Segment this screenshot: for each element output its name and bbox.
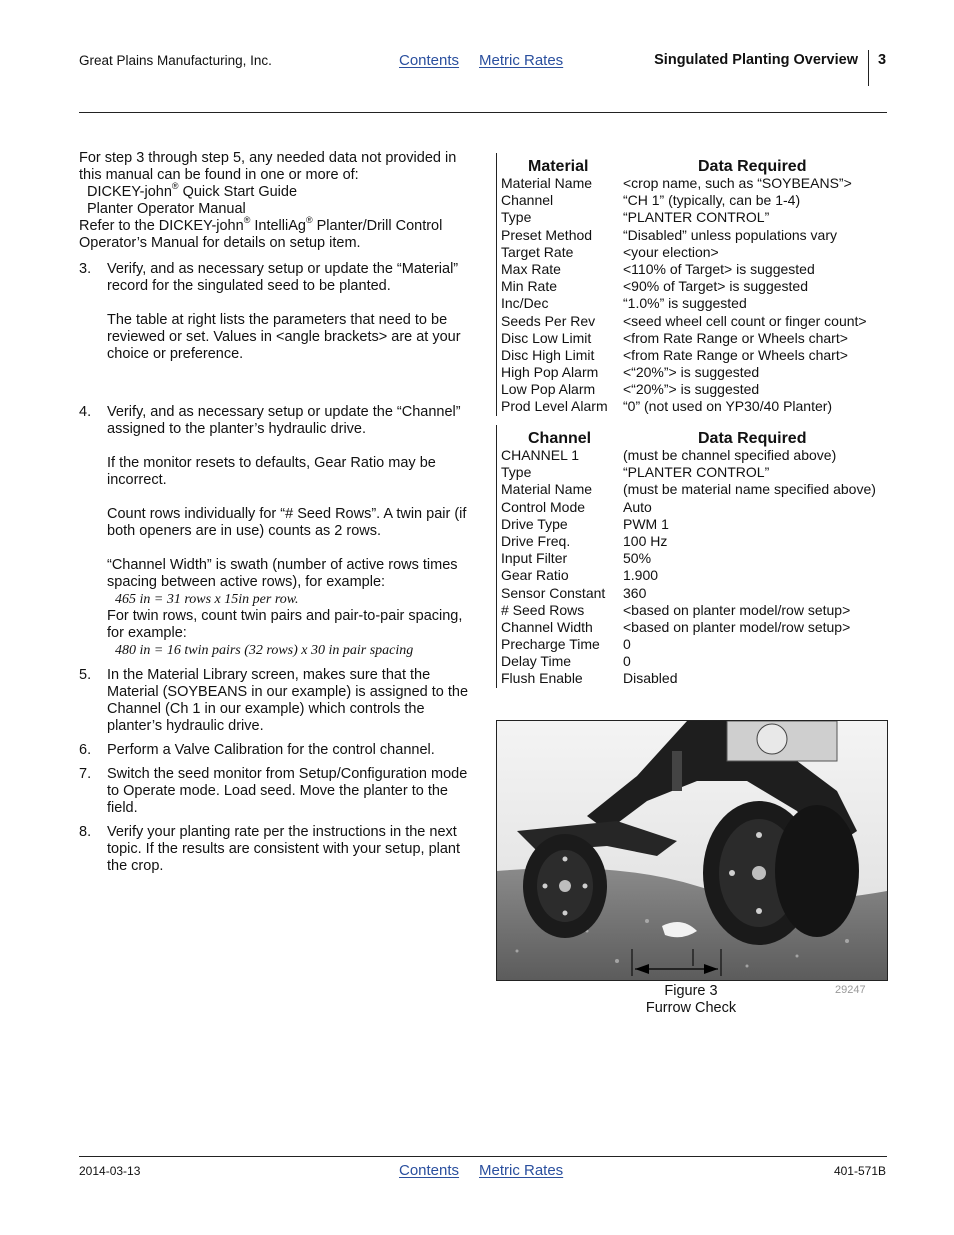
material-table	[496, 153, 889, 416]
parameter-value: (must be channel specified above)	[623, 447, 837, 463]
table-row	[497, 516, 889, 533]
table-row	[497, 278, 889, 295]
parameter-value: “Disabled” unless populations vary	[623, 226, 837, 243]
step-number: 4.	[79, 404, 92, 420]
parameter-value: “1.0%” is suggested	[623, 295, 747, 312]
parameter-name: Material Name	[501, 481, 593, 498]
table-row	[497, 670, 889, 687]
parameter-name: Disc High Limit	[501, 346, 595, 363]
step-5	[79, 667, 474, 735]
refer-text	[79, 215, 474, 252]
column-header: Channel	[528, 430, 592, 447]
header-contents-link[interactable]: Contents	[399, 52, 460, 69]
parameter-name: Input Filter	[501, 550, 568, 567]
figure-id: 29247	[835, 984, 866, 996]
parameter-name: High Pop Alarm	[501, 364, 599, 381]
figure-title: Furrow Check	[645, 1000, 737, 1016]
parameter-name: # Seed Rows	[501, 601, 585, 618]
step-number: 7.	[79, 766, 92, 782]
parameter-value: “PLANTER CONTROL”	[623, 209, 770, 226]
step-number: 6.	[79, 742, 92, 758]
parameter-value: Disabled	[623, 670, 678, 687]
table-header	[497, 153, 889, 175]
step-text: Verify, and as necessary setup or update the “Material” record for the singulated seed to be planted.	[107, 261, 459, 294]
step-text: Switch the seed monitor from Setup/Configuration mode to Operate mode. Load seed. Move the planter to the field.	[107, 766, 468, 816]
refer-mid: IntelliAg	[250, 218, 306, 234]
table-row	[497, 550, 889, 567]
table-row	[497, 313, 889, 330]
header-rule	[79, 112, 887, 113]
table-row	[497, 227, 889, 244]
parameter-value: <your election>	[623, 243, 719, 260]
parameter-value: <from Rate Range or Wheels chart>	[623, 329, 848, 346]
parameter-name: Control Mode	[501, 498, 586, 515]
footer-date: 2014-03-13	[79, 1164, 141, 1178]
footer-rule	[79, 1156, 887, 1157]
table-row	[497, 398, 889, 415]
parameter-name: Prod Level Alarm	[501, 398, 608, 415]
step-7	[79, 766, 474, 817]
step-number: 5.	[79, 667, 92, 683]
figure-caption	[596, 983, 786, 1017]
quick-start-guide-ref	[79, 181, 474, 201]
operator-manual-ref: Planter Operator Manual	[87, 201, 246, 217]
footer-contents-link[interactable]: Contents	[399, 1162, 460, 1179]
company-name: Great Plains Manufacturing, Inc.	[79, 53, 272, 68]
step-text: Verify, and as necessary setup or update the “Channel” assigned to the planter’s hydraulic drive.	[107, 404, 461, 437]
guide-title: Quick Start Guide	[178, 184, 298, 200]
step-note: The table at right lists the parameters that need to be reviewed or set. Values in <angle brackets> are at your choice or preference.	[107, 312, 461, 362]
table-header	[497, 425, 889, 447]
parameter-name: Channel Width	[501, 618, 593, 635]
parameter-value: <seed wheel cell count or finger count>	[623, 312, 867, 329]
parameter-value: 0	[623, 653, 631, 670]
parameter-value: <from Rate Range or Wheels chart>	[623, 346, 848, 363]
column-header: Data Required	[698, 430, 807, 447]
parameter-name: Precharge Time	[501, 636, 600, 653]
parameter-value: <based on planter model/row setup>	[623, 618, 851, 635]
step-note: “Channel Width” is swath (number of active rows times spacing between active rows), for example:	[107, 557, 458, 590]
example-formula: 480 in = 16 twin pairs (32 rows) x 30 in pair spacing	[115, 643, 414, 658]
table-row	[497, 261, 889, 278]
parameter-value: Auto	[623, 498, 652, 515]
parameter-name: Drive Type	[501, 515, 568, 532]
parameter-name: Delay Time	[501, 653, 572, 670]
step-4	[79, 404, 474, 659]
column-header: Material	[528, 158, 589, 175]
parameter-value: <crop name, such as “SOYBEANS”>	[623, 175, 852, 191]
table-row	[497, 602, 889, 619]
step-number: 3.	[79, 261, 92, 277]
header-divider	[868, 50, 869, 86]
table-row	[497, 533, 889, 550]
furrow-check-photo	[496, 720, 888, 981]
table-row	[497, 481, 889, 498]
step-text: Verify your planting rate per the instructions in the next topic. If the results are consistent with your setup, plant the crop.	[107, 824, 461, 874]
parameter-name: Type	[501, 464, 532, 481]
parameter-name: Drive Freq.	[501, 532, 571, 549]
intro-text: For step 3 through step 5, any needed data not provided in this manual can be found in one or more of:	[79, 150, 457, 183]
table-row	[497, 585, 889, 602]
refer-pre: Refer to the DICKEY-john	[79, 218, 244, 234]
refer-post: Planter/Drill Control Operator’s Manual for details on setup item.	[79, 218, 443, 251]
parameter-value: “PLANTER CONTROL”	[623, 464, 770, 481]
parameter-value: 1.900	[623, 567, 659, 584]
parameter-name: Flush Enable	[501, 670, 583, 687]
step-text: Perform a Valve Calibration for the control channel.	[107, 742, 435, 758]
step-note: If the monitor resets to defaults, Gear Ratio may be incorrect.	[107, 455, 436, 488]
parameter-name: Target Rate	[501, 243, 574, 260]
table-row	[497, 295, 889, 312]
parameter-name: Preset Method	[501, 226, 593, 243]
parameter-name: Max Rate	[501, 260, 561, 277]
table-row	[497, 447, 889, 464]
parameter-value: PWM 1	[623, 515, 669, 532]
column-header: Data Required	[698, 158, 807, 175]
table-row	[497, 244, 889, 261]
step-8	[79, 824, 474, 875]
channel-table	[496, 425, 889, 688]
parameter-value: 50%	[623, 550, 652, 567]
example-formula: 465 in = 31 rows x 15in per row.	[115, 592, 299, 607]
registered-mark: ®	[171, 181, 179, 192]
parameter-name: Min Rate	[501, 278, 558, 295]
parameter-value: 100 Hz	[623, 532, 668, 549]
table-row	[497, 381, 889, 398]
parameter-name: Sensor Constant	[501, 584, 606, 601]
section-title: Singulated Planting Overview	[654, 52, 858, 68]
step-note: Count rows individually for “# Seed Rows”. A twin pair (if both openers are in use) counts as 2 rows.	[107, 506, 467, 539]
step-3	[79, 261, 474, 363]
parameter-name: Inc/Dec	[501, 295, 549, 312]
parameter-name: Gear Ratio	[501, 567, 569, 584]
parameter-value: <“20%”> is suggested	[623, 364, 760, 381]
left-column	[79, 150, 474, 875]
guide-name: DICKEY-john	[87, 184, 172, 200]
parameter-name: CHANNEL 1	[501, 447, 580, 463]
table-row	[497, 175, 889, 192]
table-row	[497, 330, 889, 347]
registered-mark: ®	[305, 215, 313, 226]
table-row	[497, 653, 889, 670]
table-row	[497, 192, 889, 209]
steps-list	[79, 261, 474, 875]
parameter-name: Type	[501, 209, 532, 226]
parameter-value: <90% of Target> is suggested	[623, 278, 808, 295]
footer-metric-rates-link[interactable]: Metric Rates	[479, 1162, 564, 1179]
step-note: For twin rows, count twin pairs and pair-to-pair spacing, for example:	[107, 608, 463, 641]
parameter-name: Seeds Per Rev	[501, 312, 596, 329]
table-row	[497, 619, 889, 636]
table-row	[497, 209, 889, 226]
parameter-name: Disc Low Limit	[501, 329, 592, 346]
figure-label: Figure 3	[664, 983, 718, 999]
parameter-name: Low Pop Alarm	[501, 381, 596, 398]
parameter-name: Channel	[501, 192, 554, 209]
planter-illustration	[497, 721, 887, 980]
parameter-value: 360	[623, 584, 647, 601]
step-6	[79, 742, 474, 759]
parameter-value: <110% of Target> is suggested	[623, 260, 815, 277]
parameter-value: “CH 1” (typically, can be 1-4)	[623, 192, 801, 209]
registered-mark: ®	[243, 215, 251, 226]
parameter-value: 0	[623, 636, 631, 653]
document-number: 401-571B	[833, 1164, 886, 1178]
step-text: In the Material Library screen, makes sure that the Material (SOYBEANS in our example) is assigned to the Channel (Ch 1 in our example) which controls the planter’s hydraulic drive.	[107, 667, 469, 734]
parameter-value: <“20%”> is suggested	[623, 381, 760, 398]
parameter-name: Material Name	[501, 175, 593, 191]
table-row	[497, 567, 889, 584]
header-metric-rates-link[interactable]: Metric Rates	[479, 52, 564, 69]
page-number: 3	[878, 52, 887, 68]
table-row	[497, 464, 889, 481]
table-row	[497, 364, 889, 381]
parameter-value: (must be material name specified above)	[623, 481, 876, 498]
parameter-value: “0” (not used on YP30/40 Planter)	[623, 398, 833, 415]
step-number: 8.	[79, 824, 92, 840]
table-row	[497, 636, 889, 653]
parameter-value: <based on planter model/row setup>	[623, 601, 851, 618]
table-row	[497, 347, 889, 364]
table-row	[497, 499, 889, 516]
